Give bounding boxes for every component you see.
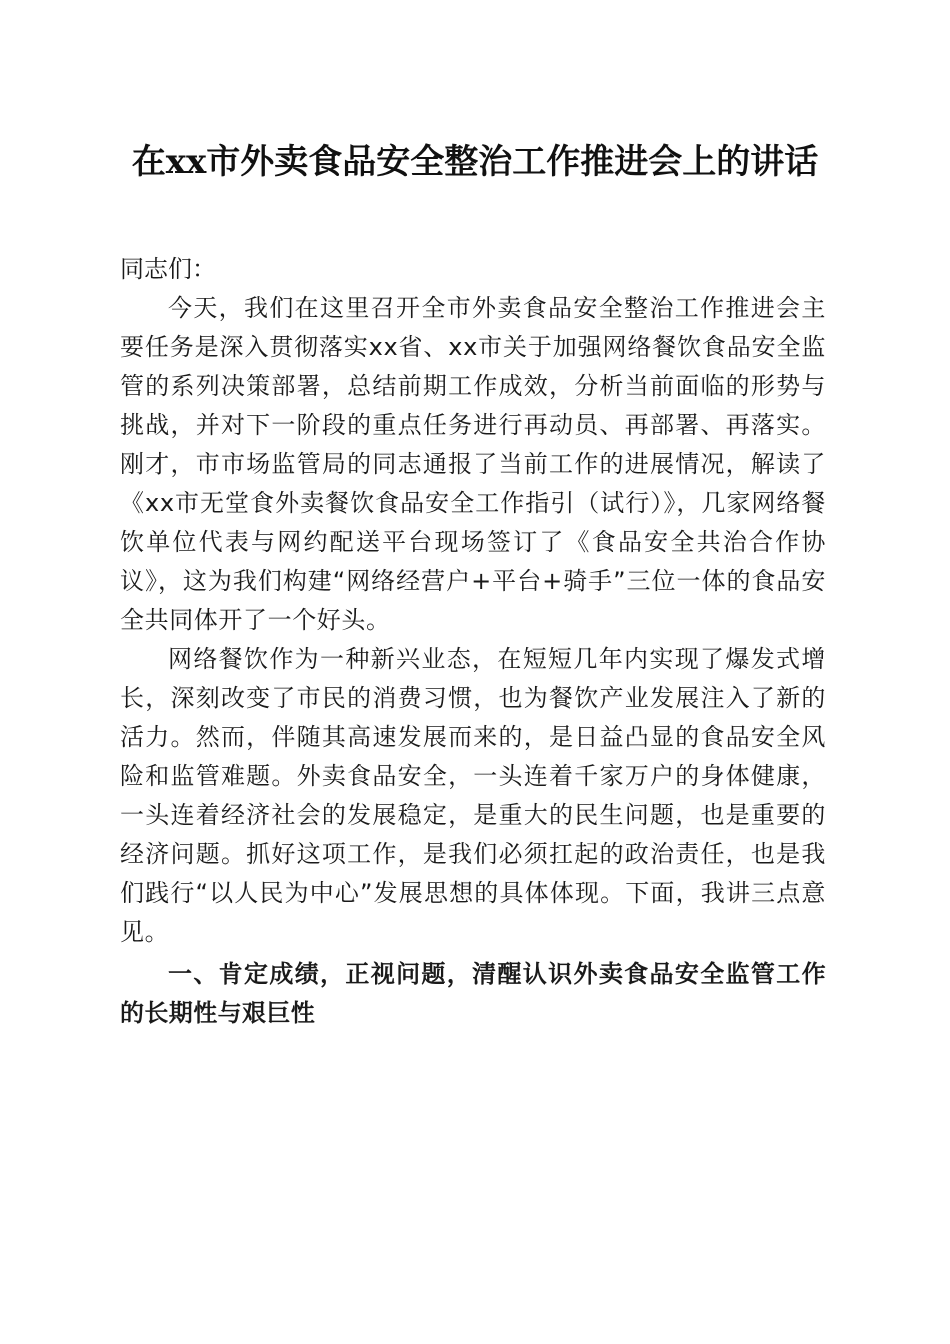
paragraph-1: 今天，我们在这里召开全市外卖食品安全整治工作推进会主要任务是深入贯彻落实xx省、xx市关于加强网络餐饮食品安全监管的系列决策部署，总结前期工作成效，分析当前面临的形势与挑战，并对下一阶段的重点任务进行再动员、再部署、再落实。刚才，市市场监管局的同志通报了当前工作的进展情况，解读了《xx市无堂食外卖餐饮食品安全工作指引（试行）》，几家网络餐饮单位代表与网约配送平台现场签订了《食品安全共治合作协议》，这为我们构建“网络经营户+平台+骑手”三位一体的食品安全共同体开了一个好头。: [120, 294, 826, 634]
document-title: 在xx市外卖食品安全整治工作推进会上的讲话: [131, 142, 819, 182]
section-heading-1: 一、肯定成绩，正视问题，清醒认识外卖食品安全监管工作的长期性与艰巨性: [120, 960, 826, 1027]
paragraph-2: 网络餐饮作为一种新兴业态，在短短几年内实现了爆发式增长，深刻改变了市民的消费习惯，也为餐饮产业发展注入了新的活力。然而，伴随其高速发展而来的，是日益凸显的食品安全风险和监管难题。外卖食品安全，一头连着千家万户的身体健康，一头连着经济社会的发展稳定，是重大的民生问题，也是重要的经济问题。抓好这项工作，是我们必须扛起的政治责任，也是我们践行“以人民为中心”发展思想的具体体现。下面，我讲三点意见。: [120, 645, 826, 946]
salutation: 同志们：: [120, 255, 216, 283]
document-body: [120, 250, 826, 1033]
